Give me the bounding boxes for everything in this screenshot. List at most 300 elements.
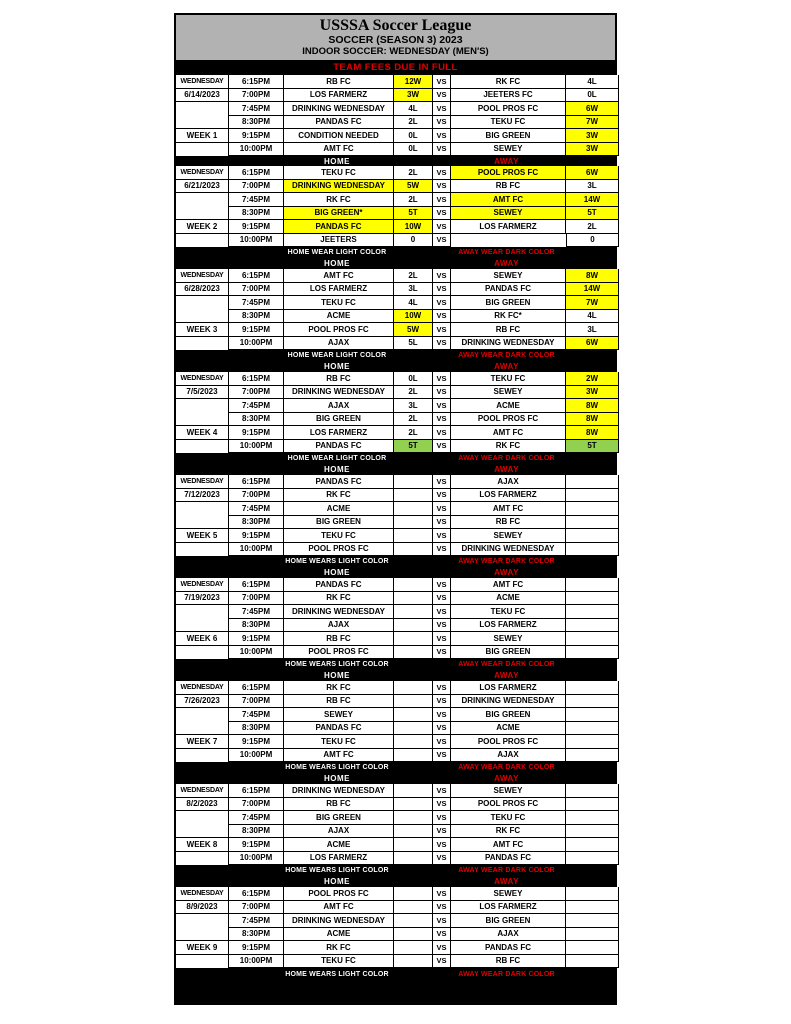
date-spacer-cell <box>176 646 229 660</box>
away-result-cell <box>566 749 619 763</box>
date-spacer-cell <box>176 619 229 633</box>
home-result-cell: 5W <box>394 180 433 194</box>
away-result-cell: 0 <box>566 234 619 248</box>
away-result-cell <box>566 529 619 543</box>
day-cell: WEDNESDAY <box>176 887 229 901</box>
away-result-cell: 6W <box>566 102 619 116</box>
away-result-cell <box>566 955 619 969</box>
time-cell: 8:30PM <box>229 116 284 130</box>
fees-banner: TEAM FEES DUE IN FULL <box>174 60 617 75</box>
week-label-cell: WEEK 4 <box>176 426 229 440</box>
away-label: AWAY <box>494 465 519 474</box>
home-wear-label: HOME WEARS LIGHT COLOR <box>285 970 389 978</box>
home-label: HOME <box>324 671 350 680</box>
away-team-cell: LOS FARMERZ <box>451 220 566 234</box>
day-cell: WEDNESDAY <box>176 475 229 489</box>
away-result-cell <box>566 502 619 516</box>
home-team-cell: AJAX <box>284 337 394 351</box>
vs-cell: VS <box>433 681 451 695</box>
home-team-cell: TEKU FC <box>284 166 394 180</box>
vs-cell: VS <box>433 784 451 798</box>
vs-cell: VS <box>433 102 451 116</box>
home-team-cell: BIG GREEN <box>284 413 394 427</box>
away-team-cell: AMT FC <box>451 502 566 516</box>
home-result-cell: 4L <box>394 102 433 116</box>
vs-cell: VS <box>433 811 451 825</box>
away-team-cell: ACME <box>451 399 566 413</box>
away-label: AWAY <box>494 671 519 680</box>
away-result-cell: 5T <box>566 440 619 454</box>
vs-cell: VS <box>433 386 451 400</box>
home-result-cell <box>394 708 433 722</box>
home-result-cell <box>394 887 433 901</box>
separator-bar <box>174 762 617 773</box>
away-result-cell <box>566 475 619 489</box>
time-cell: 10:00PM <box>229 955 284 969</box>
date-cell: 6/21/2023 <box>176 180 229 194</box>
time-cell: 6:15PM <box>229 269 284 283</box>
home-result-cell: 0L <box>394 129 433 143</box>
home-team-cell: ACME <box>284 502 394 516</box>
home-result-cell <box>394 475 433 489</box>
home-result-cell <box>394 852 433 866</box>
home-team-cell: DRINKING WEDNESDAY <box>284 386 394 400</box>
week-label-cell: WEEK 1 <box>176 129 229 143</box>
separator-bar <box>174 773 617 784</box>
away-wear-label: AWAY WEAR DARK COLOR <box>458 661 555 668</box>
separator-bar <box>174 361 617 372</box>
separator-bar <box>174 156 617 166</box>
date-spacer-cell <box>176 914 229 928</box>
home-team-cell: RB FC <box>284 372 394 386</box>
league-subtitle: SOCCER (SEASON 3) 2023 <box>328 34 463 46</box>
away-result-cell <box>566 605 619 619</box>
away-result-cell <box>566 516 619 530</box>
home-wear-label: HOME WEARS LIGHT COLOR <box>285 661 389 668</box>
home-result-cell: 3W <box>394 89 433 103</box>
away-team-cell: AJAX <box>451 749 566 763</box>
away-team-cell: AMT FC <box>451 193 566 207</box>
away-team-cell: PANDAS FC <box>451 283 566 297</box>
date-spacer-cell <box>176 234 229 248</box>
away-team-cell: AJAX <box>451 928 566 942</box>
vs-cell: VS <box>433 708 451 722</box>
final-separator-bar <box>174 968 617 1005</box>
away-wear-label: AWAY WEAR DARK COLOR <box>458 558 555 565</box>
time-cell: 7:45PM <box>229 605 284 619</box>
date-spacer-cell <box>176 296 229 310</box>
away-result-cell: 8W <box>566 413 619 427</box>
away-result-cell: 3W <box>566 386 619 400</box>
time-cell: 10:00PM <box>229 234 284 248</box>
home-result-cell: 3L <box>394 399 433 413</box>
time-cell: 6:15PM <box>229 578 284 592</box>
home-wear-label: HOME WEAR LIGHT COLOR <box>287 455 387 462</box>
away-result-cell: 3W <box>566 129 619 143</box>
time-cell: 8:30PM <box>229 619 284 633</box>
home-team-cell: BIG GREEN <box>284 811 394 825</box>
vs-cell: VS <box>433 914 451 928</box>
time-cell: 10:00PM <box>229 143 284 157</box>
vs-cell: VS <box>433 180 451 194</box>
home-result-cell: 0 <box>394 234 433 248</box>
away-team-cell: SEWEY <box>451 143 566 157</box>
home-result-cell <box>394 941 433 955</box>
home-team-cell: LOS FARMERZ <box>284 89 394 103</box>
away-result-cell <box>566 914 619 928</box>
home-team-cell: AMT FC <box>284 901 394 915</box>
home-wear-label: HOME WEARS LIGHT COLOR <box>285 867 389 874</box>
home-result-cell: 5T <box>394 207 433 221</box>
date-spacer-cell <box>176 825 229 839</box>
separator-bar <box>174 659 617 670</box>
week-5-block <box>174 475 617 556</box>
home-result-cell <box>394 681 433 695</box>
week-label-cell: WEEK 8 <box>176 838 229 852</box>
vs-cell: VS <box>433 440 451 454</box>
date-spacer-cell <box>176 502 229 516</box>
away-result-cell: 14W <box>566 283 619 297</box>
vs-cell: VS <box>433 475 451 489</box>
away-team-cell: RK FC* <box>451 310 566 324</box>
time-cell: 7:00PM <box>229 798 284 812</box>
away-result-cell: 6W <box>566 337 619 351</box>
vs-cell: VS <box>433 143 451 157</box>
away-result-cell <box>566 722 619 736</box>
away-team-cell: LOS FARMERZ <box>451 901 566 915</box>
home-label: HOME <box>324 877 350 886</box>
home-result-cell <box>394 784 433 798</box>
away-team-cell: LOS FARMERZ <box>451 681 566 695</box>
separator-bar <box>174 258 617 269</box>
home-result-cell: 2L <box>394 193 433 207</box>
time-cell: 10:00PM <box>229 440 284 454</box>
home-result-cell: 2L <box>394 166 433 180</box>
home-team-cell: AJAX <box>284 399 394 413</box>
day-cell: WEDNESDAY <box>176 372 229 386</box>
away-result-cell: 6W <box>566 166 619 180</box>
away-team-cell: RK FC <box>451 440 566 454</box>
week-label-cell: WEEK 9 <box>176 941 229 955</box>
time-cell: 9:15PM <box>229 838 284 852</box>
separator-bar <box>174 567 617 578</box>
away-wear-label: AWAY WEAR DARK COLOR <box>458 970 555 978</box>
home-label: HOME <box>324 568 350 577</box>
away-wear-label: AWAY WEAR DARK COLOR <box>458 455 555 462</box>
date-spacer-cell <box>176 811 229 825</box>
date-spacer-cell <box>176 543 229 557</box>
home-team-cell: POOL PROS FC <box>284 646 394 660</box>
day-cell: WEDNESDAY <box>176 578 229 592</box>
week-8-block <box>174 784 617 865</box>
home-result-cell <box>394 529 433 543</box>
home-result-cell: 5T <box>394 440 433 454</box>
date-spacer-cell <box>176 928 229 942</box>
home-team-cell: TEKU FC <box>284 529 394 543</box>
away-result-cell <box>566 852 619 866</box>
vs-cell: VS <box>433 928 451 942</box>
home-result-cell <box>394 914 433 928</box>
away-team-cell: AJAX <box>451 475 566 489</box>
home-wear-label: HOME WEAR LIGHT COLOR <box>287 249 387 256</box>
home-result-cell <box>394 811 433 825</box>
home-team-cell: ACME <box>284 928 394 942</box>
date-spacer-cell <box>176 955 229 969</box>
week-7-block <box>174 681 617 762</box>
away-team-cell: SEWEY <box>451 632 566 646</box>
home-result-cell <box>394 722 433 736</box>
away-result-cell: 4L <box>566 75 619 89</box>
home-result-cell: 0L <box>394 143 433 157</box>
separator-bar <box>174 556 617 567</box>
date-cell: 7/5/2023 <box>176 386 229 400</box>
league-division: INDOOR SOCCER: WEDNESDAY (MEN'S) <box>302 46 489 57</box>
date-spacer-cell <box>176 310 229 324</box>
week-4-block <box>174 372 617 453</box>
home-team-cell: AMT FC <box>284 749 394 763</box>
vs-cell: VS <box>433 825 451 839</box>
week-label-cell: WEEK 5 <box>176 529 229 543</box>
date-spacer-cell <box>176 116 229 130</box>
home-result-cell <box>394 489 433 503</box>
vs-cell: VS <box>433 543 451 557</box>
time-cell: 7:45PM <box>229 502 284 516</box>
away-team-cell: SEWEY <box>451 784 566 798</box>
time-cell: 6:15PM <box>229 75 284 89</box>
away-result-cell <box>566 543 619 557</box>
home-team-cell: TEKU FC <box>284 296 394 310</box>
home-team-cell: BIG GREEN <box>284 516 394 530</box>
date-cell: 7/26/2023 <box>176 695 229 709</box>
away-label: AWAY <box>494 877 519 886</box>
away-team-cell: POOL PROS FC <box>451 798 566 812</box>
away-team-cell: TEKU FC <box>451 116 566 130</box>
away-result-cell: 7W <box>566 116 619 130</box>
home-result-cell: 4L <box>394 296 433 310</box>
day-cell: WEDNESDAY <box>176 681 229 695</box>
vs-cell: VS <box>433 234 451 248</box>
away-wear-label: AWAY WEAR DARK COLOR <box>458 249 555 256</box>
time-cell: 7:45PM <box>229 811 284 825</box>
time-cell: 10:00PM <box>229 543 284 557</box>
home-team-cell: AMT FC <box>284 269 394 283</box>
date-spacer-cell <box>176 337 229 351</box>
away-team-cell: TEKU FC <box>451 605 566 619</box>
home-result-cell: 2L <box>394 386 433 400</box>
time-cell: 7:00PM <box>229 592 284 606</box>
time-cell: 7:45PM <box>229 193 284 207</box>
vs-cell: VS <box>433 941 451 955</box>
home-team-cell: LOS FARMERZ <box>284 426 394 440</box>
away-team-cell: SEWEY <box>451 386 566 400</box>
away-result-cell: 8W <box>566 426 619 440</box>
away-team-cell: LOS FARMERZ <box>451 489 566 503</box>
away-result-cell: 7W <box>566 296 619 310</box>
date-spacer-cell <box>176 722 229 736</box>
away-result-cell <box>566 592 619 606</box>
away-result-cell <box>566 578 619 592</box>
home-team-cell: CONDITION NEEDED <box>284 129 394 143</box>
vs-cell: VS <box>433 426 451 440</box>
away-team-cell: AMT FC <box>451 838 566 852</box>
date-spacer-cell <box>176 516 229 530</box>
away-result-cell: 5T <box>566 207 619 221</box>
away-team-cell: TEKU FC <box>451 372 566 386</box>
home-result-cell: 0L <box>394 372 433 386</box>
home-result-cell: 3L <box>394 283 433 297</box>
away-team-cell: RB FC <box>451 516 566 530</box>
away-team-cell: JEETERS FC <box>451 89 566 103</box>
vs-cell: VS <box>433 372 451 386</box>
schedule-weeks <box>174 75 617 1005</box>
week-label-cell: WEEK 3 <box>176 323 229 337</box>
day-cell: WEDNESDAY <box>176 784 229 798</box>
away-team-cell <box>451 234 566 248</box>
time-cell: 7:45PM <box>229 914 284 928</box>
time-cell: 6:15PM <box>229 372 284 386</box>
home-team-cell: RK FC <box>284 941 394 955</box>
away-team-cell: ACME <box>451 722 566 736</box>
vs-cell: VS <box>433 578 451 592</box>
away-result-cell: 3W <box>566 143 619 157</box>
time-cell: 7:45PM <box>229 708 284 722</box>
away-result-cell <box>566 838 619 852</box>
home-team-cell: DRINKING WEDNESDAY <box>284 102 394 116</box>
date-spacer-cell <box>176 143 229 157</box>
vs-cell: VS <box>433 502 451 516</box>
home-result-cell <box>394 502 433 516</box>
home-label: HOME <box>324 259 350 268</box>
vs-cell: VS <box>433 116 451 130</box>
date-spacer-cell <box>176 749 229 763</box>
vs-cell: VS <box>433 129 451 143</box>
away-team-cell: DRINKING WEDNESDAY <box>451 337 566 351</box>
vs-cell: VS <box>433 283 451 297</box>
home-result-cell: 5W <box>394 323 433 337</box>
separator-bar <box>174 464 617 475</box>
home-team-cell: TEKU FC <box>284 735 394 749</box>
date-spacer-cell <box>176 102 229 116</box>
away-result-cell: 0L <box>566 89 619 103</box>
date-spacer-cell <box>176 440 229 454</box>
home-team-cell: SEWEY <box>284 708 394 722</box>
home-team-cell: AMT FC <box>284 143 394 157</box>
vs-cell: VS <box>433 722 451 736</box>
vs-cell: VS <box>433 75 451 89</box>
away-team-cell: SEWEY <box>451 207 566 221</box>
vs-cell: VS <box>433 901 451 915</box>
away-result-cell <box>566 681 619 695</box>
away-team-cell: POOL PROS FC <box>451 166 566 180</box>
time-cell: 7:45PM <box>229 296 284 310</box>
schedule-sheet <box>174 13 617 1005</box>
away-result-cell: 3L <box>566 180 619 194</box>
home-result-cell <box>394 695 433 709</box>
time-cell: 8:30PM <box>229 722 284 736</box>
date-spacer-cell <box>176 852 229 866</box>
away-team-cell: ACME <box>451 592 566 606</box>
home-result-cell <box>394 749 433 763</box>
vs-cell: VS <box>433 89 451 103</box>
home-team-cell: POOL PROS FC <box>284 543 394 557</box>
home-team-cell: RB FC <box>284 632 394 646</box>
time-cell: 8:30PM <box>229 310 284 324</box>
vs-cell: VS <box>433 337 451 351</box>
vs-cell: VS <box>433 592 451 606</box>
week-9-block <box>174 887 617 968</box>
time-cell: 8:30PM <box>229 928 284 942</box>
separator-bar <box>174 876 617 887</box>
time-cell: 7:00PM <box>229 489 284 503</box>
home-team-cell: PANDAS FC <box>284 116 394 130</box>
time-cell: 6:15PM <box>229 166 284 180</box>
away-team-cell: RK FC <box>451 825 566 839</box>
time-cell: 8:30PM <box>229 413 284 427</box>
away-result-cell: 8W <box>566 399 619 413</box>
date-spacer-cell <box>176 605 229 619</box>
vs-cell: VS <box>433 413 451 427</box>
away-result-cell <box>566 619 619 633</box>
away-label: AWAY <box>494 156 519 166</box>
time-cell: 9:15PM <box>229 220 284 234</box>
away-result-cell <box>566 632 619 646</box>
date-cell: 8/2/2023 <box>176 798 229 812</box>
away-result-cell <box>566 941 619 955</box>
away-result-cell <box>566 646 619 660</box>
home-result-cell <box>394 592 433 606</box>
day-cell: WEDNESDAY <box>176 269 229 283</box>
separator-bar <box>174 350 617 361</box>
away-team-cell: RK FC <box>451 75 566 89</box>
away-team-cell: POOL PROS FC <box>451 413 566 427</box>
league-title: USSSA Soccer League <box>319 17 472 34</box>
home-team-cell: RB FC <box>284 798 394 812</box>
vs-cell: VS <box>433 529 451 543</box>
time-cell: 7:00PM <box>229 901 284 915</box>
away-result-cell <box>566 708 619 722</box>
away-label: AWAY <box>494 568 519 577</box>
date-cell: 7/12/2023 <box>176 489 229 503</box>
home-result-cell: 2L <box>394 426 433 440</box>
home-team-cell: TEKU FC <box>284 955 394 969</box>
time-cell: 10:00PM <box>229 646 284 660</box>
home-team-cell: PANDAS FC <box>284 722 394 736</box>
home-team-cell: POOL PROS FC <box>284 887 394 901</box>
time-cell: 7:45PM <box>229 399 284 413</box>
time-cell: 9:15PM <box>229 735 284 749</box>
time-cell: 10:00PM <box>229 337 284 351</box>
time-cell: 6:15PM <box>229 475 284 489</box>
time-cell: 9:15PM <box>229 129 284 143</box>
vs-cell: VS <box>433 798 451 812</box>
week-2-block <box>174 166 617 247</box>
week-label-cell: WEEK 7 <box>176 735 229 749</box>
time-cell: 9:15PM <box>229 529 284 543</box>
home-team-cell: ACME <box>284 838 394 852</box>
home-result-cell: 10W <box>394 220 433 234</box>
date-spacer-cell <box>176 708 229 722</box>
vs-cell: VS <box>433 838 451 852</box>
separator-bar <box>174 865 617 876</box>
home-result-cell: 12W <box>394 75 433 89</box>
home-result-cell <box>394 605 433 619</box>
day-cell: WEDNESDAY <box>176 166 229 180</box>
home-team-cell: RK FC <box>284 681 394 695</box>
away-team-cell: DRINKING WEDNESDAY <box>451 543 566 557</box>
away-team-cell: BIG GREEN <box>451 296 566 310</box>
home-team-cell: PANDAS FC <box>284 578 394 592</box>
home-result-cell <box>394 955 433 969</box>
